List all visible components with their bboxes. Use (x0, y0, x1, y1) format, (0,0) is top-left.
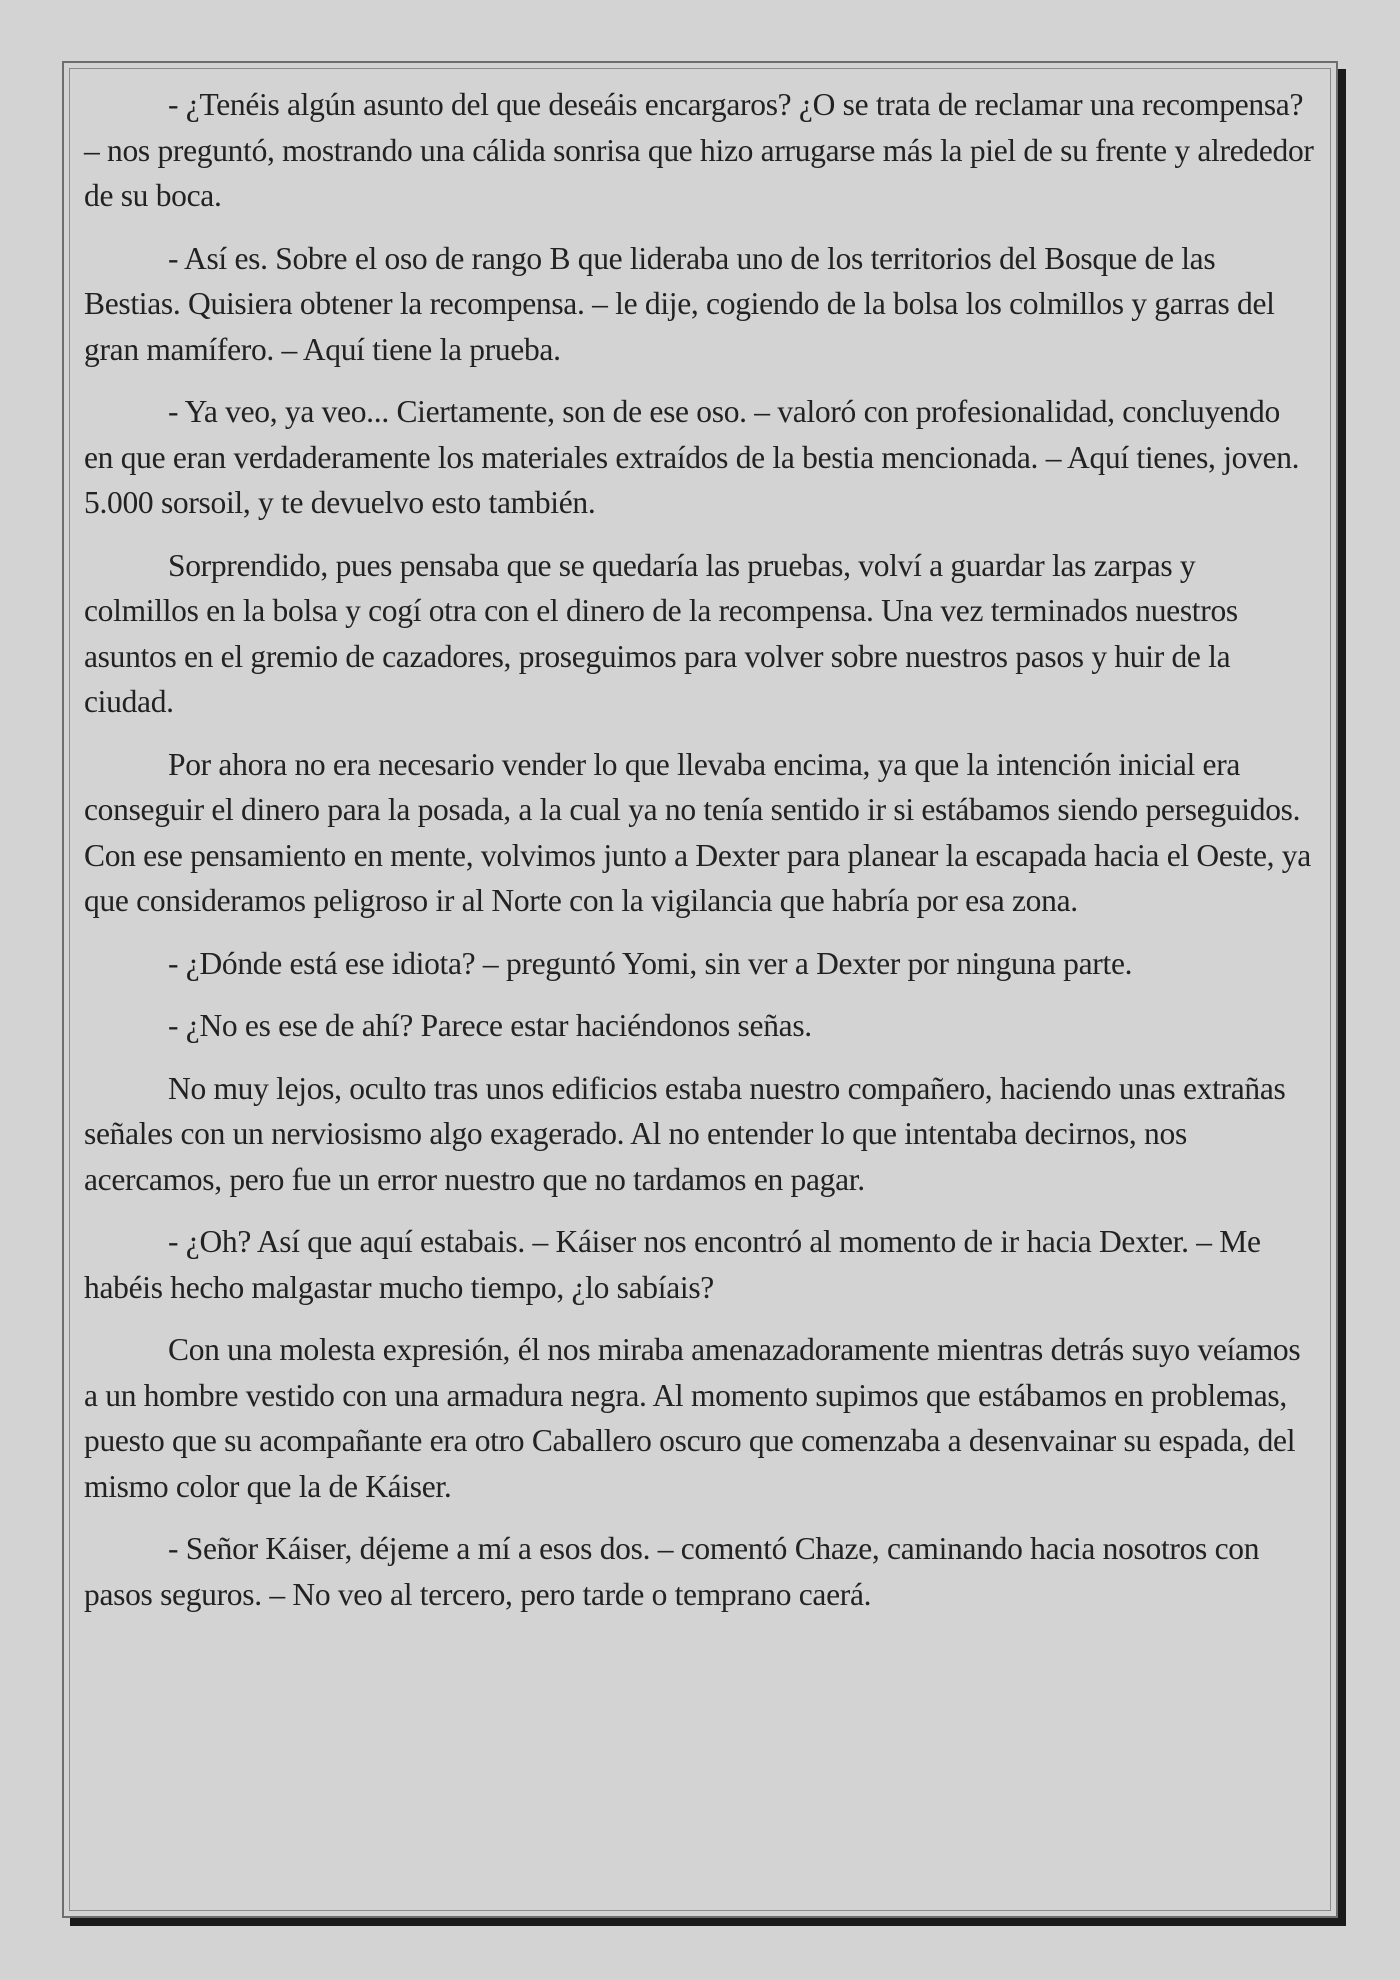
paragraph: Por ahora no era necesario vender lo que llevaba encima, ya que la intención inicial era conseguir el dinero para la posada, a la cual ya no tenía sentido ir si estábamos siendo perseguidos. Con ese pensamiento en mente, volvimos junto a Dexter para planear la escapada hacia el Oeste, ya que consideramos peligroso ir al Norte con la vigilancia que habría por esa zona. (84, 746, 1311, 918)
paragraph: No muy lejos, oculto tras unos edificios estaba nuestro compañero, haciendo unas extrañas señales con un nerviosismo algo exagerado. Al no entender lo que intentaba decirnos, nos acercamos, pero fue un error nuestro que no tardamos en pagar. (84, 1070, 1286, 1197)
paragraph: Con una molesta expresión, él nos miraba amenazadoramente mientras detrás suyo veíamos a un hombre vestido con una armadura negra. Al momento supimos que estábamos en problemas, puesto que su acompañante era otro Caballero oscuro que comenzaba a desenvainar su espada, del mismo color que la de Káiser. (84, 1332, 1301, 1504)
paragraph: - Ya veo, ya veo... Ciertamente, son de ese oso. – valoró con profesionalidad, concluyendo en que eran verdaderamente los materiales extraídos de la bestia mencionada. – Aquí tienes, joven. 5.000 sorsoil, y te devuelvo esto también. (84, 394, 1300, 520)
paragraph: Sorprendido, pues pensaba que se quedaría las pruebas, volví a guardar las zarpas y colmillos en la bolsa y cogí otra con el dinero de la recompensa. Una vez terminados nuestros asuntos en el gremio de cazadores, proseguimos para volver sobre nuestros pasos y huir de la ciudad. (84, 547, 1238, 719)
paragraph: - ¿Oh? Así que aquí estabais. – Káiser nos encontró al momento de ir hacia Dexter. – Me habéis hecho malgastar mucho tiempo, ¿lo sabíais? (84, 1224, 1261, 1305)
paragraph: - Así es. Sobre el oso de rango B que lideraba uno de los territorios del Bosque de las Bestias. Quisiera obtener la recompensa. – le dije, cogiendo de la bolsa los colmillos y garras del gran mamífero. – Aquí tiene la prueba. (84, 240, 1275, 367)
paragraph: - Señor Káiser, déjeme a mí a esos dos. – comentó Chaze, caminando hacia nosotros con pasos seguros. – No veo al tercero, pero tarde o temprano caerá. (84, 1531, 1260, 1612)
paragraph: - ¿Tenéis algún asunto del que deseáis encargaros? ¿O se trata de reclamar una recompensa? – nos preguntó, mostrando una cálida sonrisa que hizo arrugarse más la piel de su frente y alrededor de su boca. (84, 87, 1314, 213)
paragraph: - ¿Dónde está ese idiota? – preguntó Yomi, sin ver a Dexter por ninguna parte. (168, 945, 1133, 981)
document-text (84, 82, 1316, 1634)
paragraph: - ¿No es ese de ahí? Parece estar haciéndonos señas. (168, 1008, 812, 1043)
